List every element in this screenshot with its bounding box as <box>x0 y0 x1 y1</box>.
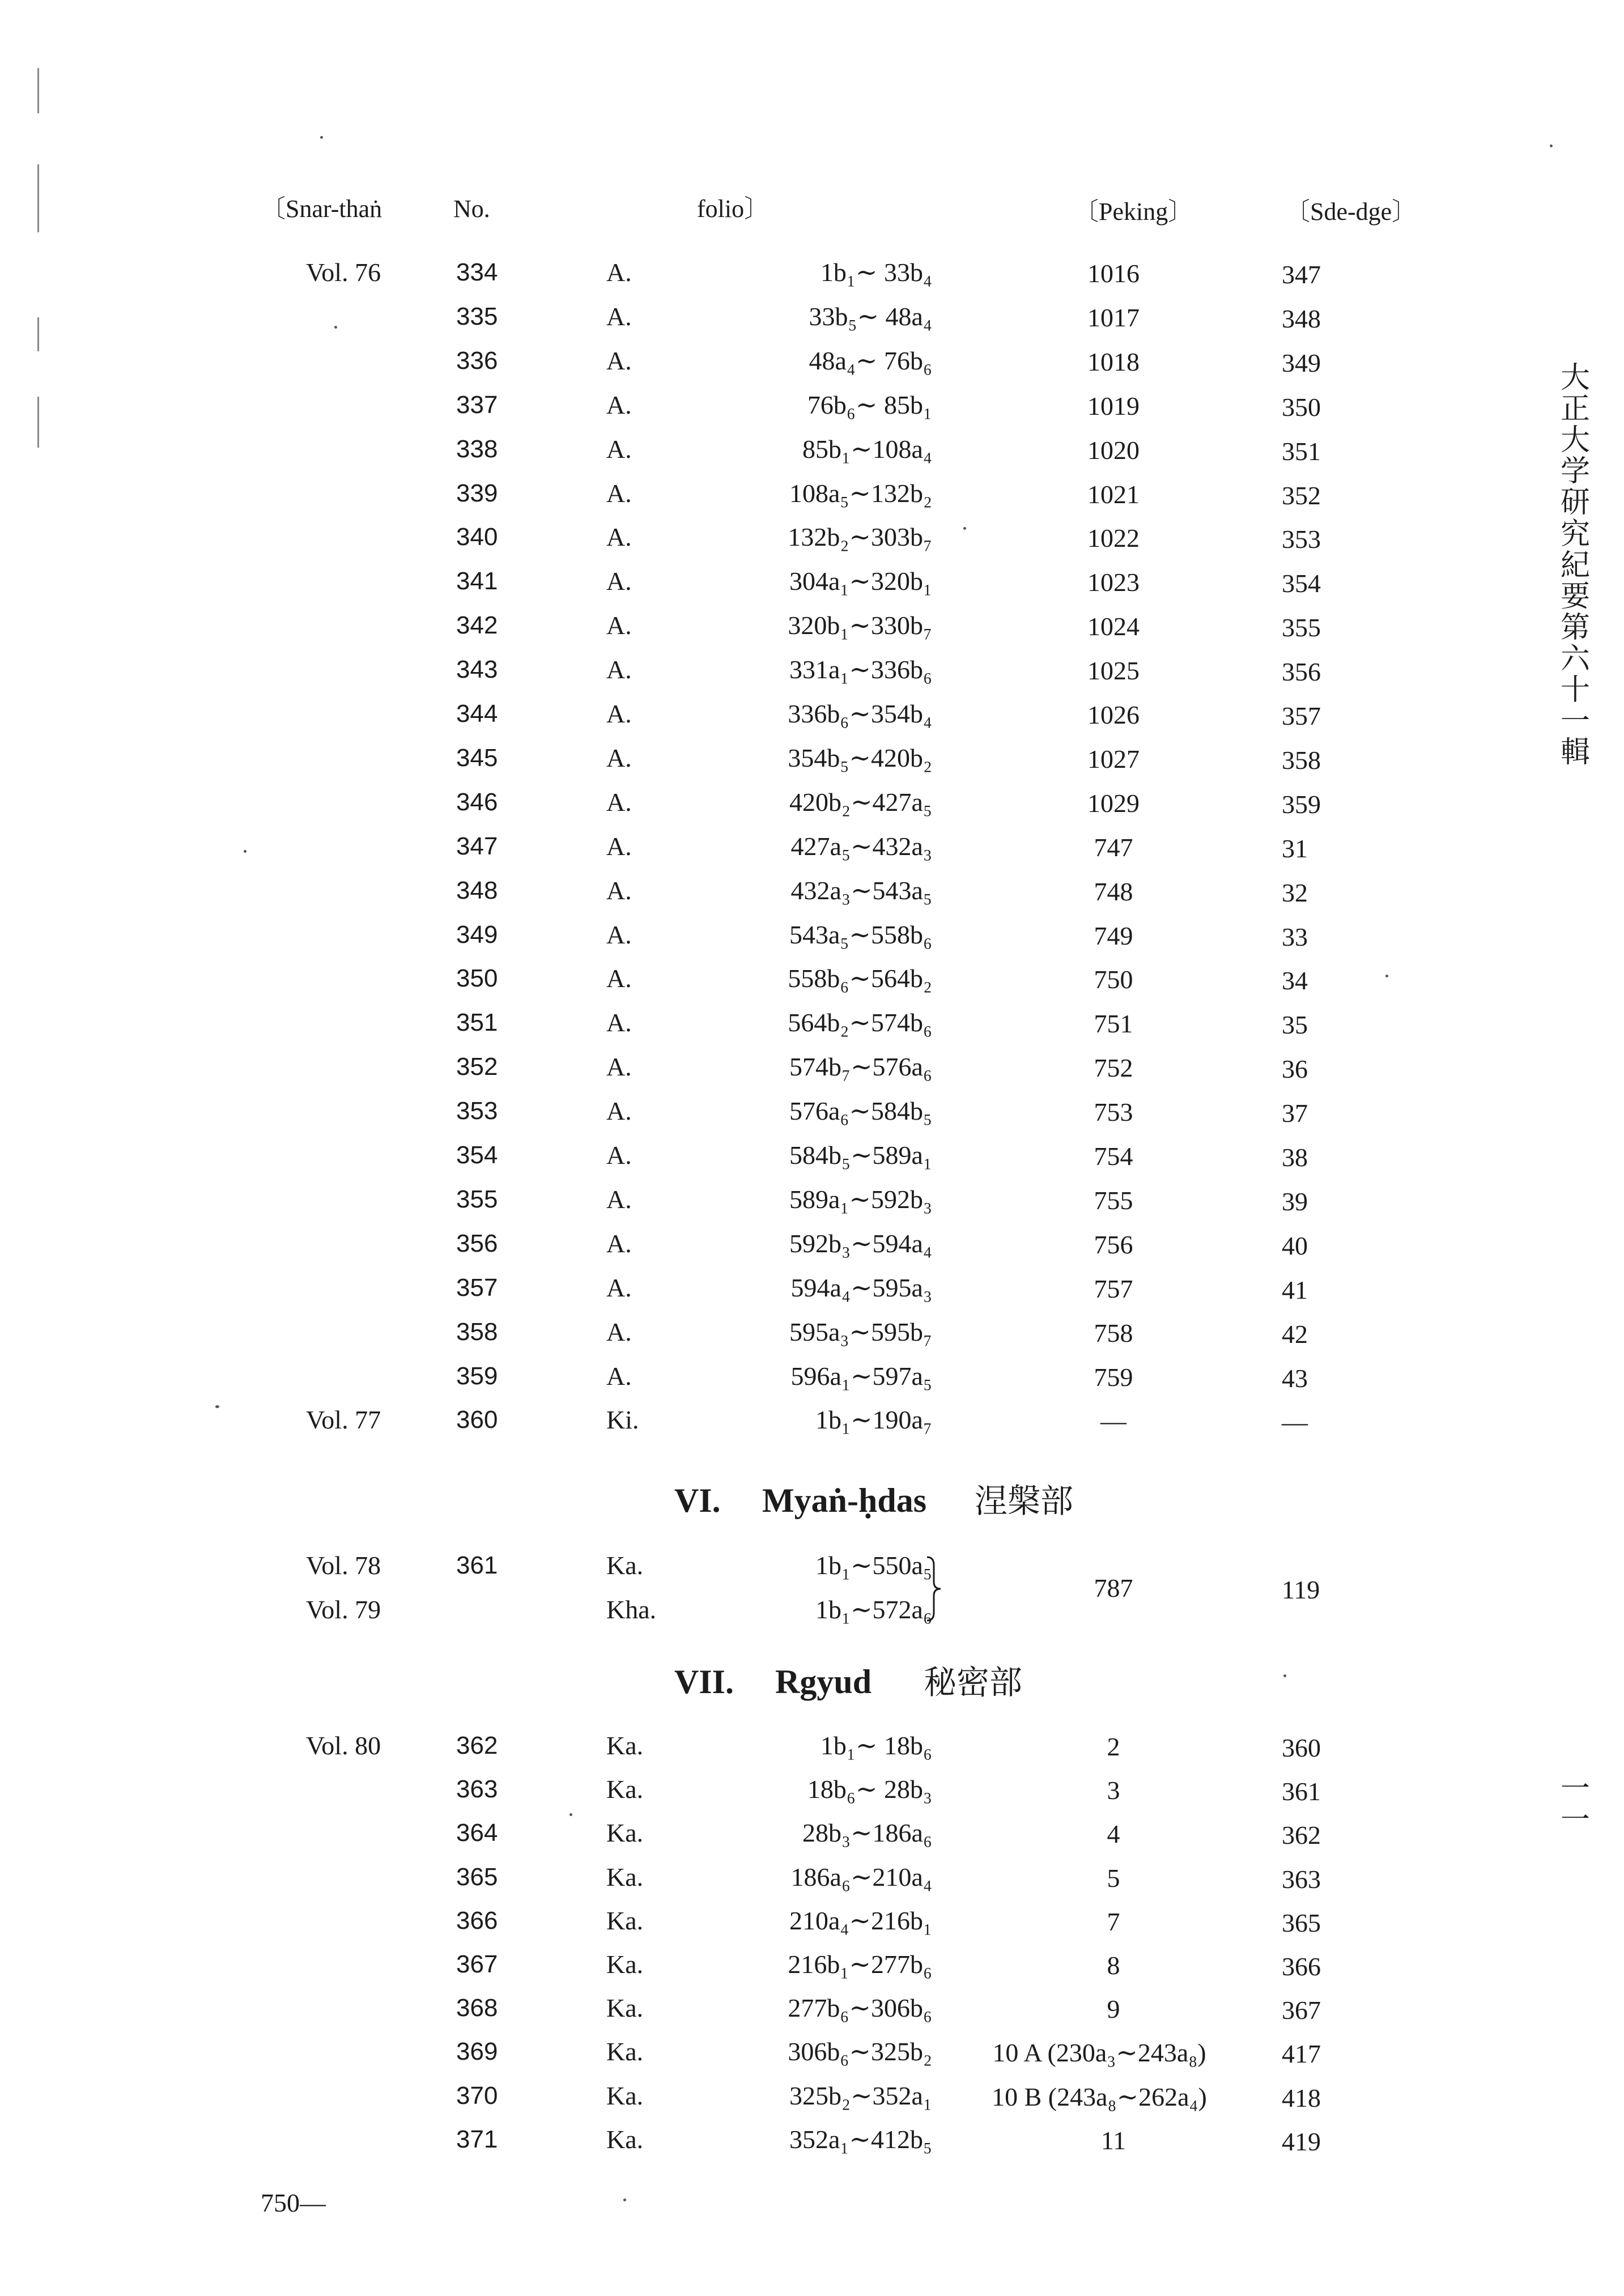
vi-row2-vol: Vol. 79 <box>306 1595 381 1624</box>
v-row-sde-dge: 349 <box>1282 348 1321 377</box>
vii-row-sde-dge: 366 <box>1282 1952 1321 1981</box>
v-row-peking: 750 <box>1094 965 1133 994</box>
v-row-no: 360 <box>456 1406 498 1434</box>
v-row-sde-dge: 41 <box>1282 1275 1308 1304</box>
v-row-no: 342 <box>456 611 498 639</box>
v-row-sde-dge: 358 <box>1282 746 1321 775</box>
section-vii-title: Rgyud <box>775 1663 872 1700</box>
vii-row-sde-dge: 361 <box>1282 1777 1321 1806</box>
v-row-peking: 754 <box>1094 1142 1133 1171</box>
header-folio: folio〕 <box>697 195 770 223</box>
v-row-folio: 543a₅∼558b₆ <box>789 920 932 949</box>
v-row-no: 338 <box>456 435 498 463</box>
v-row-letter: A. <box>606 920 632 949</box>
vii-row-folio: 277b₆∼306b₆ <box>788 1993 932 2022</box>
vii-row-peking: 5 <box>1107 1864 1120 1893</box>
v-row-no: 346 <box>456 788 498 816</box>
scan-edge-line <box>37 397 39 448</box>
v-row-sde-dge: 34 <box>1282 966 1308 995</box>
v-row-letter: A. <box>606 1096 632 1125</box>
vii-row-folio: 18b₆∼ 28b₃ <box>807 1775 932 1804</box>
v-row-sde-dge: 37 <box>1282 1099 1308 1128</box>
header-peking: 〔Peking〕 <box>1074 198 1193 226</box>
v-row-sde-dge: 33 <box>1282 922 1308 951</box>
vii-row-sde-dge: 367 <box>1282 1996 1321 2025</box>
vii-row-sde-dge: 360 <box>1282 1733 1321 1762</box>
v-row-folio: 354b₅∼420b₂ <box>788 743 932 772</box>
vii-row-no: 371 <box>456 2125 498 2153</box>
v-row-no: 335 <box>456 303 498 330</box>
vii-row-letter: Ka. <box>606 1950 644 1979</box>
vi-row2-folio: 1b₁∼572a₆ <box>815 1595 932 1624</box>
v-row-sde-dge: 32 <box>1282 878 1308 907</box>
v-row-no: 358 <box>456 1318 498 1346</box>
vii-row-sde-dge: 363 <box>1282 1865 1321 1894</box>
vii-row-folio: 352a₁∼412b₅ <box>789 2125 932 2154</box>
v-row-peking: 1016 <box>1087 259 1140 288</box>
scan-speck <box>1550 144 1553 147</box>
v-row-peking: 1024 <box>1087 612 1140 641</box>
v-row-no: 359 <box>456 1362 498 1390</box>
v-row-folio: 132b₂∼303b₇ <box>788 522 932 551</box>
vii-row-folio: 28b₃∼186a₆ <box>802 1818 932 1847</box>
v-row-folio: 76b₆∼ 85b₁ <box>807 390 932 419</box>
v-row-sde-dge: 36 <box>1282 1055 1308 1083</box>
v-row-peking: 1020 <box>1087 436 1140 465</box>
v-row-letter: A. <box>606 1008 632 1037</box>
v-row-peking: 759 <box>1094 1363 1133 1392</box>
v-row-sde-dge: 352 <box>1282 481 1321 510</box>
v-row-sde-dge: — <box>1282 1408 1308 1436</box>
v-row-sde-dge: 35 <box>1282 1010 1308 1039</box>
vii-row-letter: Ka. <box>606 1863 644 1891</box>
v-row-peking: 758 <box>1094 1319 1133 1347</box>
vii-row-no: 368 <box>456 1994 498 2022</box>
vi-row1-letter: Ka. <box>606 1551 644 1580</box>
vii-row-no: 367 <box>456 1950 498 1978</box>
vii-row-no: 364 <box>456 1819 498 1847</box>
v-row-peking: 1027 <box>1087 745 1140 773</box>
v-row-folio: 432a₃∼543a₅ <box>790 876 932 905</box>
v-row-folio: 589a₁∼592b₃ <box>789 1185 932 1214</box>
v-row-folio: 85b₁∼108a₄ <box>802 435 932 464</box>
vii-row-sde-dge: 365 <box>1282 1908 1321 1937</box>
vii-row-peking: 2 <box>1107 1732 1120 1761</box>
v-row-letter: A. <box>606 1362 632 1391</box>
vii-row-no: 370 <box>456 2082 498 2110</box>
v-row-peking: 1022 <box>1087 524 1140 552</box>
vi-peking: 787 <box>1094 1574 1133 1602</box>
section-vii-numeral: VII. <box>674 1663 734 1700</box>
header-snar-than: 〔Snar-thaṅ <box>261 195 382 223</box>
v-row-letter: A. <box>606 743 632 772</box>
vi-row2-letter: Kha. <box>606 1595 657 1624</box>
section-vi-title-cjk: 涅槃部 <box>975 1482 1074 1520</box>
vii-row-letter: Ka. <box>606 1775 644 1804</box>
v-row-peking: 751 <box>1094 1009 1133 1038</box>
v-row-letter: Ki. <box>606 1405 639 1434</box>
v-row-no: 352 <box>456 1053 498 1081</box>
vii-row-sde-dge: 419 <box>1282 2127 1321 2156</box>
v-row-letter: A. <box>606 964 632 993</box>
v-row-letter: A. <box>606 567 632 596</box>
vii-row-folio: 325b₂∼352a₁ <box>789 2081 932 2110</box>
v-row-no: 336 <box>456 347 498 375</box>
v-row-folio: 584b₅∼589a₁ <box>789 1141 932 1170</box>
vii-row-peking: 11 <box>1100 2126 1126 2155</box>
v-row-sde-dge: 357 <box>1282 701 1321 730</box>
v-row-peking: 1019 <box>1087 392 1140 420</box>
v-row-no: 357 <box>456 1274 498 1302</box>
scan-speck <box>1385 975 1388 977</box>
vi-row1-vol: Vol. 78 <box>306 1551 381 1580</box>
v-row-sde-dge: 42 <box>1282 1320 1308 1349</box>
scan-speck <box>244 850 246 853</box>
v-row-letter: A. <box>606 1273 632 1302</box>
v-row-peking: 747 <box>1094 833 1133 862</box>
scan-speck <box>334 326 337 329</box>
v-row-peking: 749 <box>1094 921 1133 950</box>
v-row-sde-dge: 31 <box>1282 834 1308 863</box>
vii-row-letter: Ka. <box>606 1993 644 2022</box>
v-row-folio: 596a₁∼597a₅ <box>790 1362 932 1391</box>
vi-row1-folio: 1b₁∼550a₅ <box>815 1551 932 1580</box>
header-sde-dge: 〔Sde-dge〕 <box>1285 198 1417 226</box>
v-row-no: 344 <box>456 700 498 728</box>
v-row-folio: 427a₅∼432a₃ <box>790 832 932 861</box>
v-row-peking: 1021 <box>1087 480 1140 509</box>
vii-row-sde-dge: 418 <box>1282 2084 1321 2112</box>
vii-row-peking: 7 <box>1107 1907 1120 1936</box>
v-row-letter: A. <box>606 390 632 419</box>
v-row-sde-dge: 353 <box>1282 525 1321 554</box>
v-row-folio: 564b₂∼574b₆ <box>788 1008 932 1037</box>
vii-row-no: 366 <box>456 1907 498 1934</box>
vii-row-letter: Ka. <box>606 1818 644 1847</box>
scan-speck <box>1283 1674 1286 1677</box>
vii-row-letter: Ka. <box>606 2125 644 2154</box>
scan-edge-line <box>37 68 39 113</box>
vii-row-folio: 306b₆∼325b₂ <box>788 2037 932 2066</box>
v-row-sde-dge: 39 <box>1282 1187 1308 1216</box>
v-row-letter: A. <box>606 1317 632 1346</box>
v-row-folio: 320b₁∼330b₇ <box>788 611 932 640</box>
v-row-letter: A. <box>606 832 632 861</box>
v-row-letter: A. <box>606 1141 632 1170</box>
vii-row-no: 369 <box>456 2038 498 2065</box>
v-row-peking: 755 <box>1094 1186 1133 1215</box>
v-row-no: 339 <box>456 479 498 507</box>
v-row-no: 334 <box>456 258 498 286</box>
v-row-letter: A. <box>606 435 632 464</box>
scan-speck <box>963 527 966 530</box>
v-row-sde-dge: 347 <box>1282 260 1321 289</box>
vii-row-sde-dge: 362 <box>1282 1821 1321 1849</box>
v-row-peking: 1017 <box>1087 303 1140 332</box>
vii-row-no: 363 <box>456 1775 498 1803</box>
v-row-sde-dge: 348 <box>1282 304 1321 333</box>
vii-row-peking: 9 <box>1107 1995 1120 2023</box>
vi-sde-dge: 119 <box>1282 1575 1320 1604</box>
v-row-sde-dge: 355 <box>1282 613 1321 642</box>
v-row-sde-dge: 359 <box>1282 790 1321 819</box>
v-row-peking: 757 <box>1094 1274 1133 1303</box>
section-vii-title-cjk: 秘密部 <box>924 1663 1023 1702</box>
v-row-no: 354 <box>456 1141 498 1169</box>
v-row-letter: A. <box>606 346 632 375</box>
v-row-no: 353 <box>456 1097 498 1125</box>
scan-speck <box>623 2199 626 2201</box>
v-row-folio: 1b₁∼190a₇ <box>815 1405 932 1434</box>
v-row-sde-dge: 38 <box>1282 1143 1308 1172</box>
vii-row-vol: Vol. 80 <box>306 1731 381 1760</box>
v-row-folio: 331a₁∼336b₆ <box>789 655 932 684</box>
v-row-no: 351 <box>456 1009 498 1036</box>
vii-row-folio: 210a₄∼216b₁ <box>789 1906 932 1935</box>
v-row-vol: Vol. 76 <box>306 258 381 287</box>
vi-row1-no: 361 <box>456 1551 498 1579</box>
v-row-peking: 753 <box>1094 1098 1133 1126</box>
v-row-folio: 33b₅∼ 48a₄ <box>809 302 932 331</box>
v-row-peking: 1026 <box>1087 700 1140 729</box>
v-row-folio: 595a₃∼595b₇ <box>789 1317 932 1346</box>
scan-speck <box>569 1813 572 1816</box>
v-row-letter: A. <box>606 302 632 331</box>
v-row-no: 347 <box>456 832 498 860</box>
v-row-folio: 1b₁∼ 33b₄ <box>820 258 932 287</box>
sidebar-page-kanji: 一一 <box>1560 1772 1590 1838</box>
v-row-sde-dge: 356 <box>1282 657 1321 686</box>
vii-row-peking: 3 <box>1107 1776 1120 1805</box>
v-row-folio: 48a₄∼ 76b₆ <box>809 346 932 375</box>
v-row-letter: A. <box>606 522 632 551</box>
right-brace-icon <box>925 1555 944 1623</box>
vii-row-no: 362 <box>456 1732 498 1759</box>
vii-row-peking: 10 A (230a₃∼243a₈) <box>992 2038 1206 2067</box>
vii-row-folio: 186a₆∼210a₄ <box>790 1863 932 1891</box>
journal-title-vertical: 大正大学研究紀要第六十一輯 <box>1560 361 1590 770</box>
v-row-vol: Vol. 77 <box>306 1405 381 1434</box>
vii-row-peking: 8 <box>1107 1951 1120 1980</box>
v-row-peking: 1025 <box>1087 656 1140 685</box>
v-row-peking: 1023 <box>1087 568 1140 597</box>
v-row-no: 343 <box>456 656 498 683</box>
vii-row-sde-dge: 417 <box>1282 2039 1321 2068</box>
v-row-letter: A. <box>606 611 632 640</box>
v-row-folio: 594a₄∼595a₃ <box>790 1273 932 1302</box>
v-row-letter: A. <box>606 258 632 287</box>
vii-row-folio: 216b₁∼277b₆ <box>788 1950 932 1979</box>
v-row-folio: 108a₅∼132b₂ <box>789 479 932 508</box>
section-vi-title: Myaṅ-ḥdas <box>762 1482 927 1519</box>
v-row-letter: A. <box>606 1229 632 1258</box>
v-row-no: 356 <box>456 1230 498 1257</box>
v-row-letter: A. <box>606 788 632 817</box>
v-row-sde-dge: 43 <box>1282 1364 1308 1393</box>
scan-edge-line <box>37 317 39 351</box>
v-row-peking: 1029 <box>1087 789 1140 818</box>
v-row-folio: 592b₃∼594a₄ <box>789 1229 932 1258</box>
v-row-peking: 748 <box>1094 877 1133 906</box>
v-row-no: 350 <box>456 964 498 992</box>
v-row-peking: 756 <box>1094 1230 1133 1259</box>
v-row-folio: 558b₆∼564b₂ <box>788 964 932 993</box>
section-vi-numeral: VI. <box>674 1482 721 1519</box>
vii-row-peking: 10 B (243a₈∼262a₄) <box>992 2082 1207 2111</box>
v-row-letter: A. <box>606 655 632 684</box>
v-row-folio: 304a₁∼320b₁ <box>789 567 932 596</box>
v-row-letter: A. <box>606 1185 632 1214</box>
v-row-letter: A. <box>606 876 632 905</box>
v-row-peking: — <box>1100 1406 1126 1435</box>
v-row-sde-dge: 350 <box>1282 393 1321 422</box>
header-no: No. <box>453 195 490 223</box>
v-row-no: 348 <box>456 877 498 904</box>
scan-speck <box>320 136 323 139</box>
v-row-folio: 576a₆∼584b₅ <box>789 1096 932 1125</box>
vii-row-letter: Ka. <box>606 1906 644 1935</box>
v-row-folio: 336b₆∼354b₄ <box>788 699 932 728</box>
page-number: 750— <box>261 2188 326 2217</box>
vii-row-no: 365 <box>456 1863 498 1891</box>
v-row-folio: 574b₇∼576a₆ <box>789 1052 932 1081</box>
v-row-sde-dge: 40 <box>1282 1231 1308 1260</box>
vii-row-folio: 1b₁∼ 18b₆ <box>820 1731 932 1760</box>
v-row-no: 341 <box>456 567 498 595</box>
v-row-folio: 420b₂∼427a₅ <box>789 788 932 817</box>
v-row-no: 340 <box>456 523 498 551</box>
v-row-no: 349 <box>456 921 498 949</box>
vii-row-letter: Ka. <box>606 1731 644 1760</box>
v-row-no: 337 <box>456 391 498 419</box>
v-row-peking: 752 <box>1094 1053 1133 1082</box>
vii-row-letter: Ka. <box>606 2037 644 2066</box>
v-row-letter: A. <box>606 479 632 508</box>
vii-row-peking: 4 <box>1107 1819 1120 1848</box>
v-row-peking: 1018 <box>1087 347 1140 376</box>
v-row-no: 355 <box>456 1185 498 1213</box>
v-row-no: 345 <box>456 744 498 772</box>
v-row-sde-dge: 354 <box>1282 569 1321 598</box>
vii-row-letter: Ka. <box>606 2081 644 2110</box>
scan-speck <box>215 1405 219 1408</box>
v-row-sde-dge: 351 <box>1282 437 1321 466</box>
v-row-letter: A. <box>606 1052 632 1081</box>
v-row-letter: A. <box>606 699 632 728</box>
scan-edge-line <box>37 164 39 232</box>
